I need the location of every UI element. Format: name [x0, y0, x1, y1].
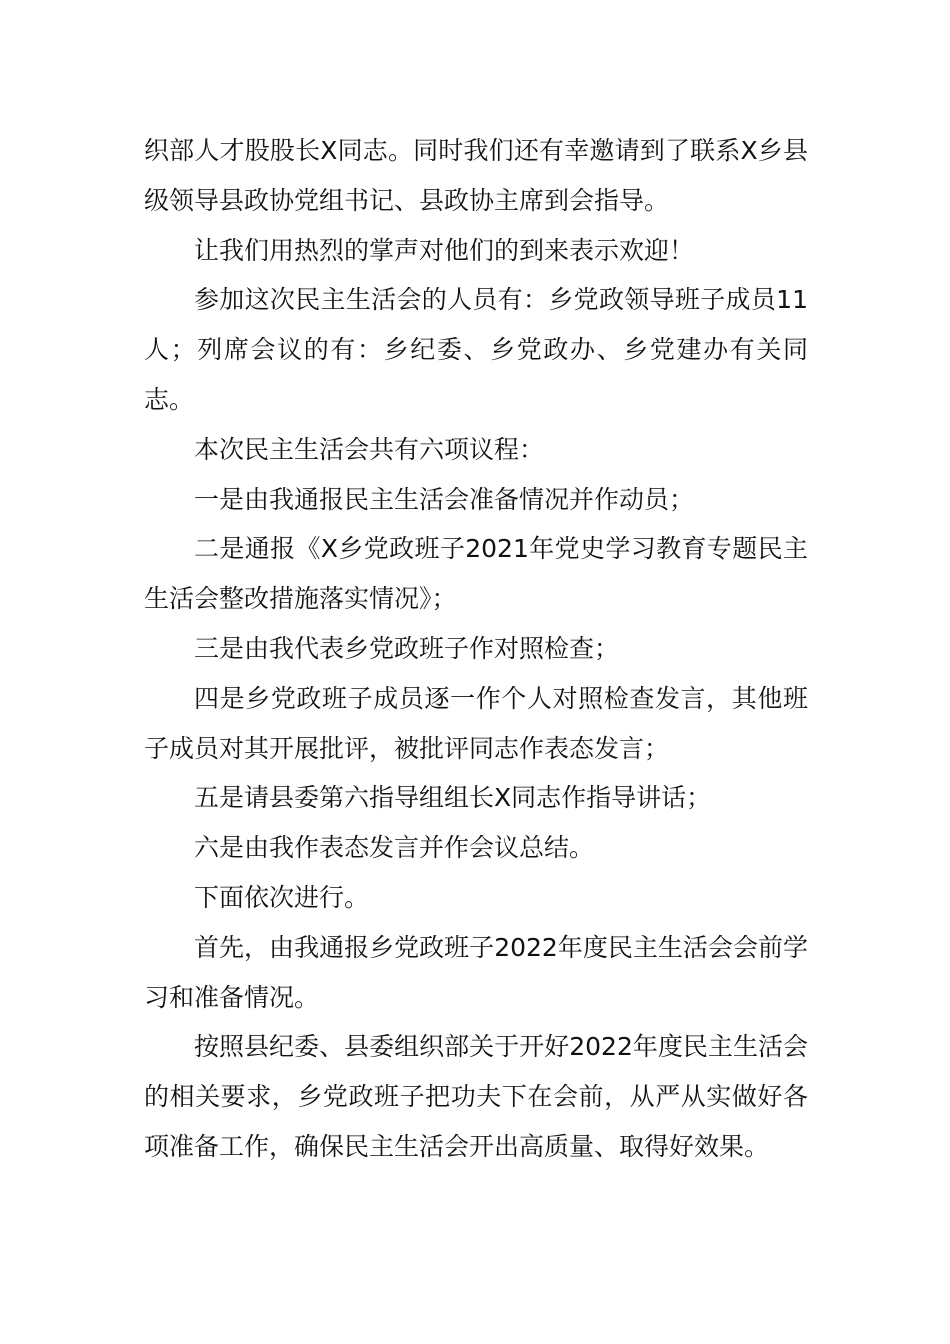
paragraph-proceed: 下面依次进行。 — [194, 882, 370, 912]
paragraph-attendees: 参加这次民主生活会的人员有：乡党政领导班子成员11人；列席会议的有：乡纪委、乡党政办、乡党建办有关同志。 — [144, 285, 808, 414]
paragraph-preparation: 按照县纪委、县委组织部关于开好2022年度民主生活会的相关要求，乡党政班子把功夫下在会前，从严从实做好各项准备工作，确保民主生活会开出高质量、取得好效果。 — [144, 1032, 808, 1161]
paragraph-agenda-intro: 本次民主生活会共有六项议程： — [194, 434, 545, 464]
document-body — [144, 126, 808, 1172]
agenda-item-2: 二是通报《X乡党政班子2021年党史学习教育专题民主生活会整改措施落实情况》； — [144, 534, 808, 614]
agenda-item-3: 三是由我代表乡党政班子作对照检查； — [194, 633, 620, 663]
paragraph-welcome: 让我们用热烈的掌声对他们的到来表示欢迎！ — [194, 235, 695, 265]
agenda-item-5: 五是请县委第六指导组组长X同志作指导讲话； — [194, 783, 712, 813]
paragraph-first-report: 首先，由我通报乡党政班子2022年度民主生活会会前学习和准备情况。 — [144, 932, 808, 1012]
agenda-item-1: 一是由我通报民主生活会准备情况并作动员； — [194, 484, 695, 514]
agenda-item-4: 四是乡党政班子成员逐一作个人对照检查发言，其他班子成员对其开展批评，被批评同志作表态发言； — [144, 683, 808, 763]
paragraph-continuation: 织部人才股股长X同志。同时我们还有幸邀请到了联系X乡县级领导县政协党组书记、县政协主席到会指导。 — [144, 136, 808, 215]
agenda-item-6: 六是由我作表态发言并作会议总结。 — [194, 833, 595, 863]
